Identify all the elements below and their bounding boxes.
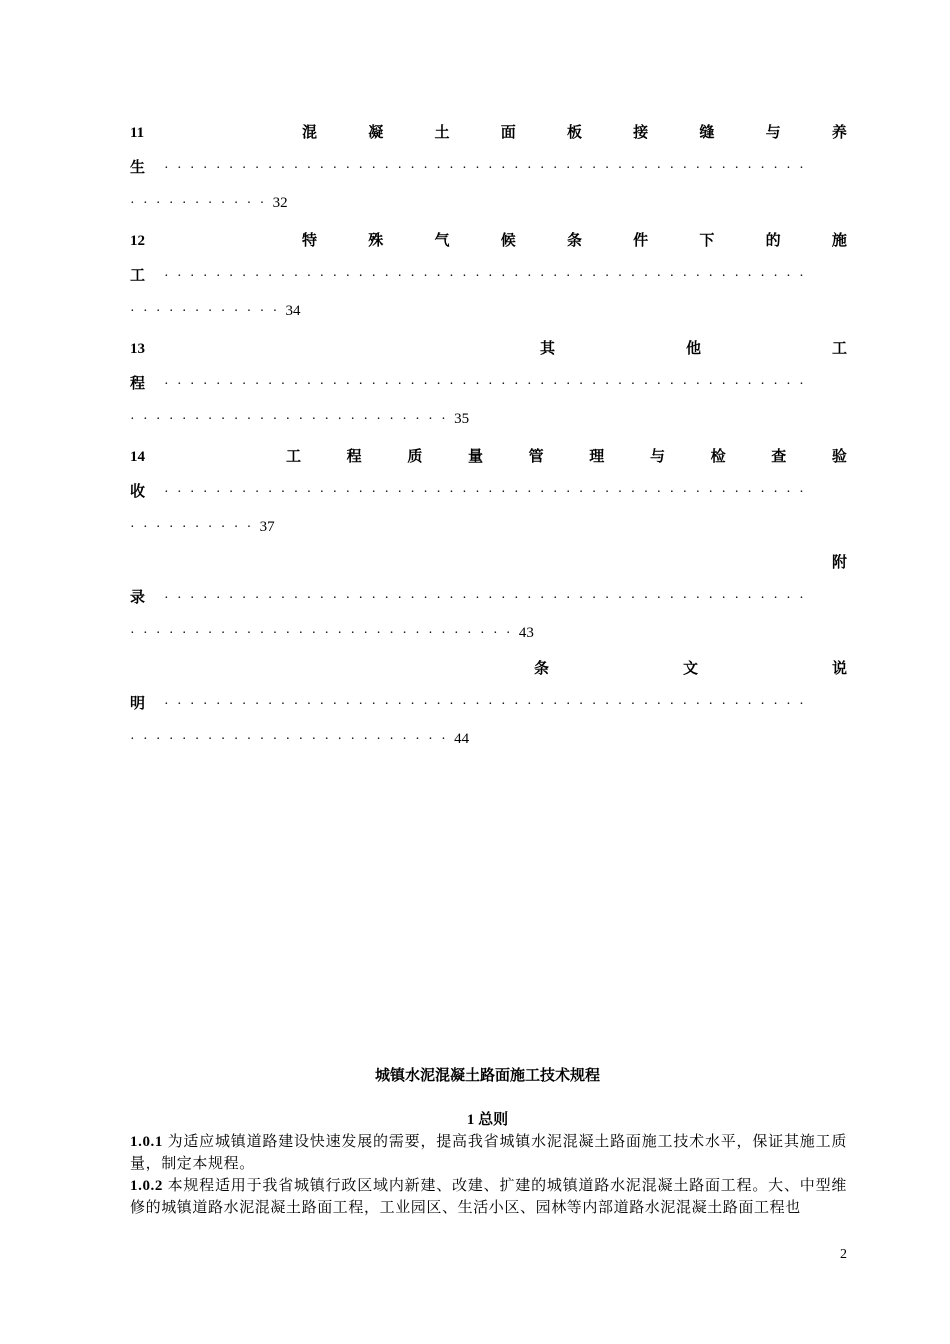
toc-char: 检 — [710, 449, 726, 465]
toc-title-line — [130, 224, 847, 259]
toc-number: 11 — [130, 125, 145, 141]
toc-char: 说 — [831, 661, 847, 677]
toc-title — [286, 440, 847, 475]
toc-char: 程 — [346, 449, 362, 465]
toc-char: 管 — [528, 449, 544, 465]
toc-leader-line — [130, 475, 847, 510]
clause-number: 1.0.1 — [130, 1134, 163, 1150]
toc-title-line — [130, 332, 847, 367]
toc-char: 土 — [434, 125, 450, 141]
toc-char: 板 — [566, 125, 582, 141]
toc-char: 混 — [302, 125, 318, 141]
toc-char: 条 — [566, 233, 582, 249]
toc-number: 14 — [130, 449, 145, 465]
toc-entry-13[interactable] — [130, 332, 847, 437]
leader-dots: ·················································· — [164, 377, 813, 392]
toc-number: 12 — [130, 233, 145, 249]
toc-title-tail: 明 — [130, 696, 146, 712]
toc-title-line — [130, 546, 847, 581]
toc-page-number: 37 — [259, 519, 275, 535]
toc-char: 候 — [500, 233, 516, 249]
toc-title-tail: 工 — [130, 268, 146, 284]
toc-leader-line — [130, 367, 847, 402]
toc-char: 查 — [771, 449, 787, 465]
toc-title — [820, 546, 847, 581]
toc-title-tail: 收 — [130, 484, 146, 500]
toc-char: 工 — [286, 449, 302, 465]
leader-dots: ·················································· — [164, 591, 813, 606]
toc-char: 施 — [831, 233, 847, 249]
toc-char: 与 — [649, 449, 665, 465]
toc-char: 质 — [407, 449, 423, 465]
leader-dots: ························· — [130, 412, 455, 427]
toc-entry-12[interactable] — [130, 224, 847, 329]
toc-char: 其 — [540, 341, 556, 357]
toc-page-line — [130, 510, 847, 545]
toc-char: 气 — [434, 233, 450, 249]
toc-entry-11[interactable] — [130, 116, 847, 221]
leader-dots: ·················································· — [164, 269, 813, 284]
toc-entry-commentary[interactable] — [130, 652, 847, 757]
clause-number: 1.0.2 — [130, 1178, 163, 1194]
toc-leader-line — [130, 151, 847, 186]
toc-char: 附 — [831, 555, 847, 571]
leader-dots: ············ — [130, 304, 286, 319]
toc-char: 的 — [765, 233, 781, 249]
chapter-heading: 1 总则 — [466, 1112, 509, 1128]
document-title: 城镇水泥混凝土路面施工技术规程 — [374, 1068, 600, 1084]
toc-char: 量 — [467, 449, 483, 465]
toc-char: 凝 — [368, 125, 384, 141]
toc-entry-appendix[interactable] — [130, 546, 847, 651]
clause-text: 本规程适用于我省城镇行政区域内新建、改建、扩建的城镇道路水泥混凝土路面工程。大、中型维修的城镇道路水泥混凝土路面工程，工业园区、生活小区、园林等内部道路水泥混凝土路面工程也 — [130, 1178, 847, 1216]
toc-char: 与 — [765, 125, 781, 141]
toc-title — [302, 116, 847, 151]
toc-page-number: 44 — [454, 731, 470, 747]
toc-page-number: 43 — [518, 625, 534, 641]
leader-dots: ······························ — [130, 626, 519, 641]
toc-title-line — [130, 116, 847, 151]
toc-leader-line — [130, 259, 847, 294]
toc-leader-line — [130, 581, 847, 616]
page-number: 2 — [840, 1247, 847, 1262]
leader-dots: ·················································· — [164, 161, 813, 176]
leader-dots: ························· — [130, 732, 455, 747]
toc-char: 接 — [633, 125, 649, 141]
toc-page-line — [130, 616, 847, 651]
clause-paragraph — [130, 1131, 847, 1175]
toc-leader-line — [130, 687, 847, 722]
toc-char: 养 — [831, 125, 847, 141]
toc-page-line — [130, 722, 847, 757]
toc-char: 验 — [831, 449, 847, 465]
toc-title — [540, 332, 847, 367]
toc-title-line — [130, 652, 847, 687]
toc-number: 13 — [130, 341, 145, 357]
toc-char: 文 — [682, 661, 698, 677]
toc-page-number: 32 — [272, 195, 288, 211]
leader-dots: ·········· — [130, 520, 260, 535]
toc-char: 特 — [302, 233, 318, 249]
toc-page-number: 35 — [454, 411, 470, 427]
toc-title-line — [130, 440, 847, 475]
toc-title-tail: 生 — [130, 160, 146, 176]
leader-dots: ·················································· — [164, 485, 813, 500]
toc-char: 殊 — [368, 233, 384, 249]
toc-title-tail: 程 — [130, 376, 146, 392]
toc-title — [302, 224, 847, 259]
toc-title — [534, 652, 847, 687]
toc-page-line — [130, 402, 847, 437]
toc-char: 理 — [589, 449, 605, 465]
toc-char: 工 — [831, 341, 847, 357]
toc-page-line — [130, 186, 847, 221]
toc-char: 他 — [685, 341, 701, 357]
clause-paragraph — [130, 1175, 847, 1219]
toc-char: 条 — [534, 661, 550, 677]
toc-page-number: 34 — [285, 303, 301, 319]
toc-char: 面 — [500, 125, 516, 141]
toc-char: 缝 — [699, 125, 715, 141]
toc-title-tail: 录 — [130, 590, 146, 606]
toc-char: 件 — [633, 233, 649, 249]
clause-text: 为适应城镇道路建设快速发展的需要，提高我省城镇水泥混凝土路面施工技术水平，保证其施工质量，制定本规程。 — [130, 1134, 847, 1172]
toc-page-line — [130, 294, 847, 329]
leader-dots: ·················································· — [164, 697, 813, 712]
toc-entry-14[interactable] — [130, 440, 847, 545]
toc-char: 下 — [699, 233, 715, 249]
leader-dots: ··········· — [130, 196, 273, 211]
